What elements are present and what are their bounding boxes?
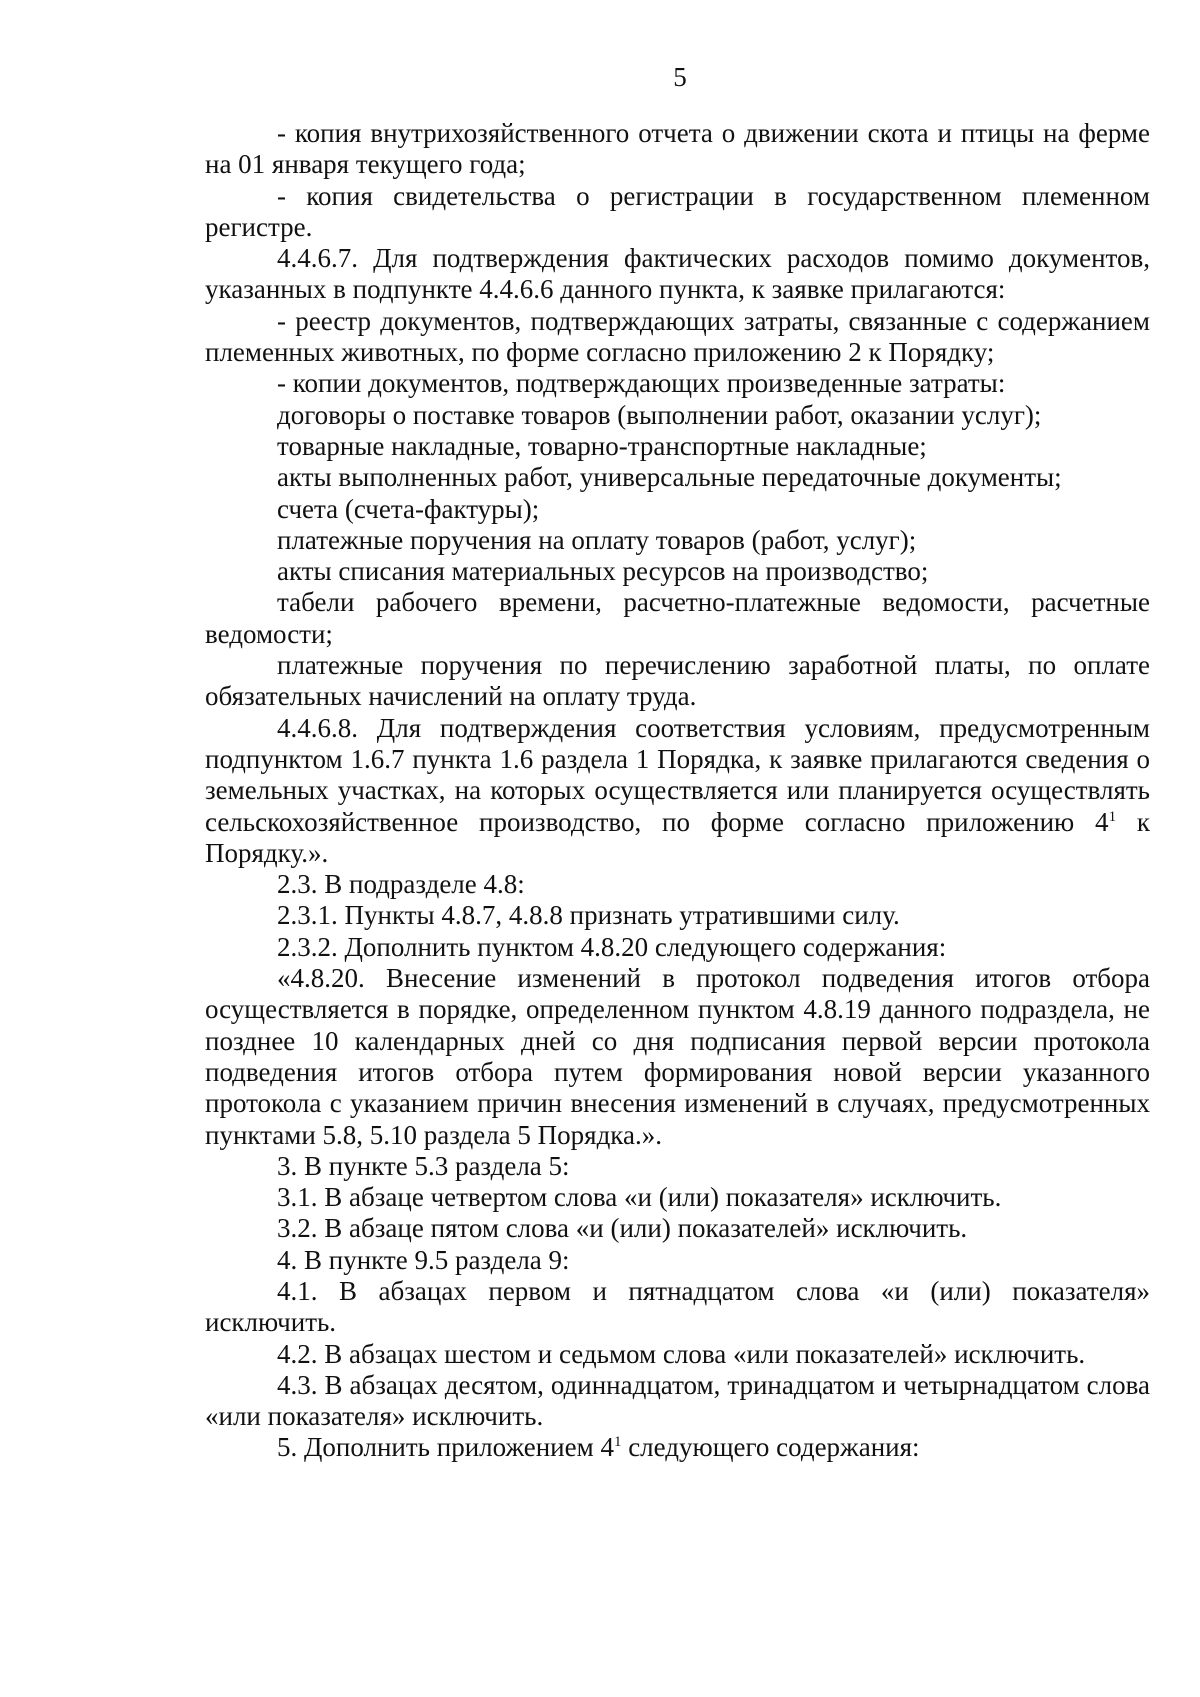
- paragraph: 4.2. В абзацах шестом и седьмом слова «или показателей» исключить.: [277, 1338, 1086, 1369]
- paragraph: 2.3.1. Пункты 4.8.7, 4.8.8 признать утратившими силу.: [277, 900, 900, 931]
- paragraph-text: к Порядку.».: [205, 806, 1150, 868]
- paragraph: 2.3. В подразделе 4.8:: [277, 869, 525, 900]
- paragraph-text: 5. Дополнить приложением 4: [277, 1432, 614, 1463]
- superscript: 1: [1108, 808, 1117, 825]
- paragraph: - копии документов, подтверждающих произведенные затраты:: [277, 368, 1006, 399]
- paragraph: «4.8.20. Внесение изменений в протокол подведения итогов отбора осуществляется в порядке, определенном пунктом 4.8.19 данного подраздела, не позднее 10 календарных дней со дня подписания первой версии протокола подведения итогов отбора путем формирования новой версии указанного протокола с указанием причин внесения изменений в случаях, предусмотренных пунктами 5.8, 5.10 раздела 5 Порядка.».: [205, 963, 1150, 1150]
- paragraph: 3. В пункте 5.3 раздела 5:: [277, 1150, 570, 1181]
- paragraph: счета (счета-фактуры);: [277, 493, 540, 524]
- paragraph: - реестр документов, подтверждающих затраты, связанные с содержанием племенных животных, по форме согласно приложению 2 к Порядку;: [205, 305, 1150, 368]
- paragraph: 3.2. В абзаце пятом слова «и (или) показателей» исключить.: [277, 1213, 968, 1244]
- paragraph: 4.3. В абзацах десятом, одиннадцатом, тринадцатом и четырнадцатом слова «или показателя» исключить.: [205, 1369, 1150, 1432]
- paragraph: 4.4.6.7. Для подтверждения фактических расходов помимо документов, указанных в подпункте 4.4.6.6 данного пункта, к заявке прилагаются:: [205, 243, 1150, 305]
- paragraph: платежные поручения на оплату товаров (работ, услуг);: [277, 524, 917, 555]
- paragraph: платежные поручения по перечислению заработной платы, по оплате обязательных начислений на оплату труда.: [205, 650, 1150, 712]
- paragraph: акты списания материальных ресурсов на производство;: [277, 556, 929, 587]
- paragraph: договоры о поставке товаров (выполнении работ, оказании услуг);: [277, 399, 1042, 430]
- paragraph: - копия свидетельства о регистрации в государственном племенном регистре.: [205, 180, 1150, 242]
- paragraph: [205, 1432, 1150, 1463]
- paragraph: - копия внутрихозяйственного отчета о движении скота и птицы на ферме на 01 января текущего года;: [205, 118, 1150, 180]
- paragraph: 4.1. В абзацах первом и пятнадцатом слова «и (или) показателя» исключить.: [205, 1275, 1150, 1338]
- page-number: 5: [673, 62, 687, 92]
- paragraph-text: 4.4.6.8. Для подтверждения соответствия условиям, предусмотренным подпунктом 1.6.7 пункта 1.6 раздела 1 Порядка, к заявке прилагаются сведения о земельных участках, на которых осуществляется или планируется осуществлять сельскохозяйственное производство, по форме согласно приложению 4: [205, 712, 1150, 837]
- paragraph-text: следующего содержания:: [621, 1432, 920, 1463]
- paragraph: табели рабочего времени, расчетно-платежные ведомости, расчетные ведомости;: [205, 587, 1150, 649]
- superscript: 1: [613, 1434, 622, 1451]
- document-body: [205, 118, 1150, 1464]
- paragraph: 2.3.2. Дополнить пунктом 4.8.20 следующего содержания:: [277, 931, 947, 962]
- paragraph: 4. В пункте 9.5 раздела 9:: [277, 1244, 570, 1275]
- paragraph: [205, 713, 1150, 869]
- paragraph: акты выполненных работ, универсальные передаточные документы;: [277, 462, 1062, 493]
- paragraph: 3.1. В абзаце четвертом слова «и (или) показателя» исключить.: [277, 1182, 1002, 1213]
- paragraph: товарные накладные, товарно-транспортные накладные;: [277, 430, 927, 461]
